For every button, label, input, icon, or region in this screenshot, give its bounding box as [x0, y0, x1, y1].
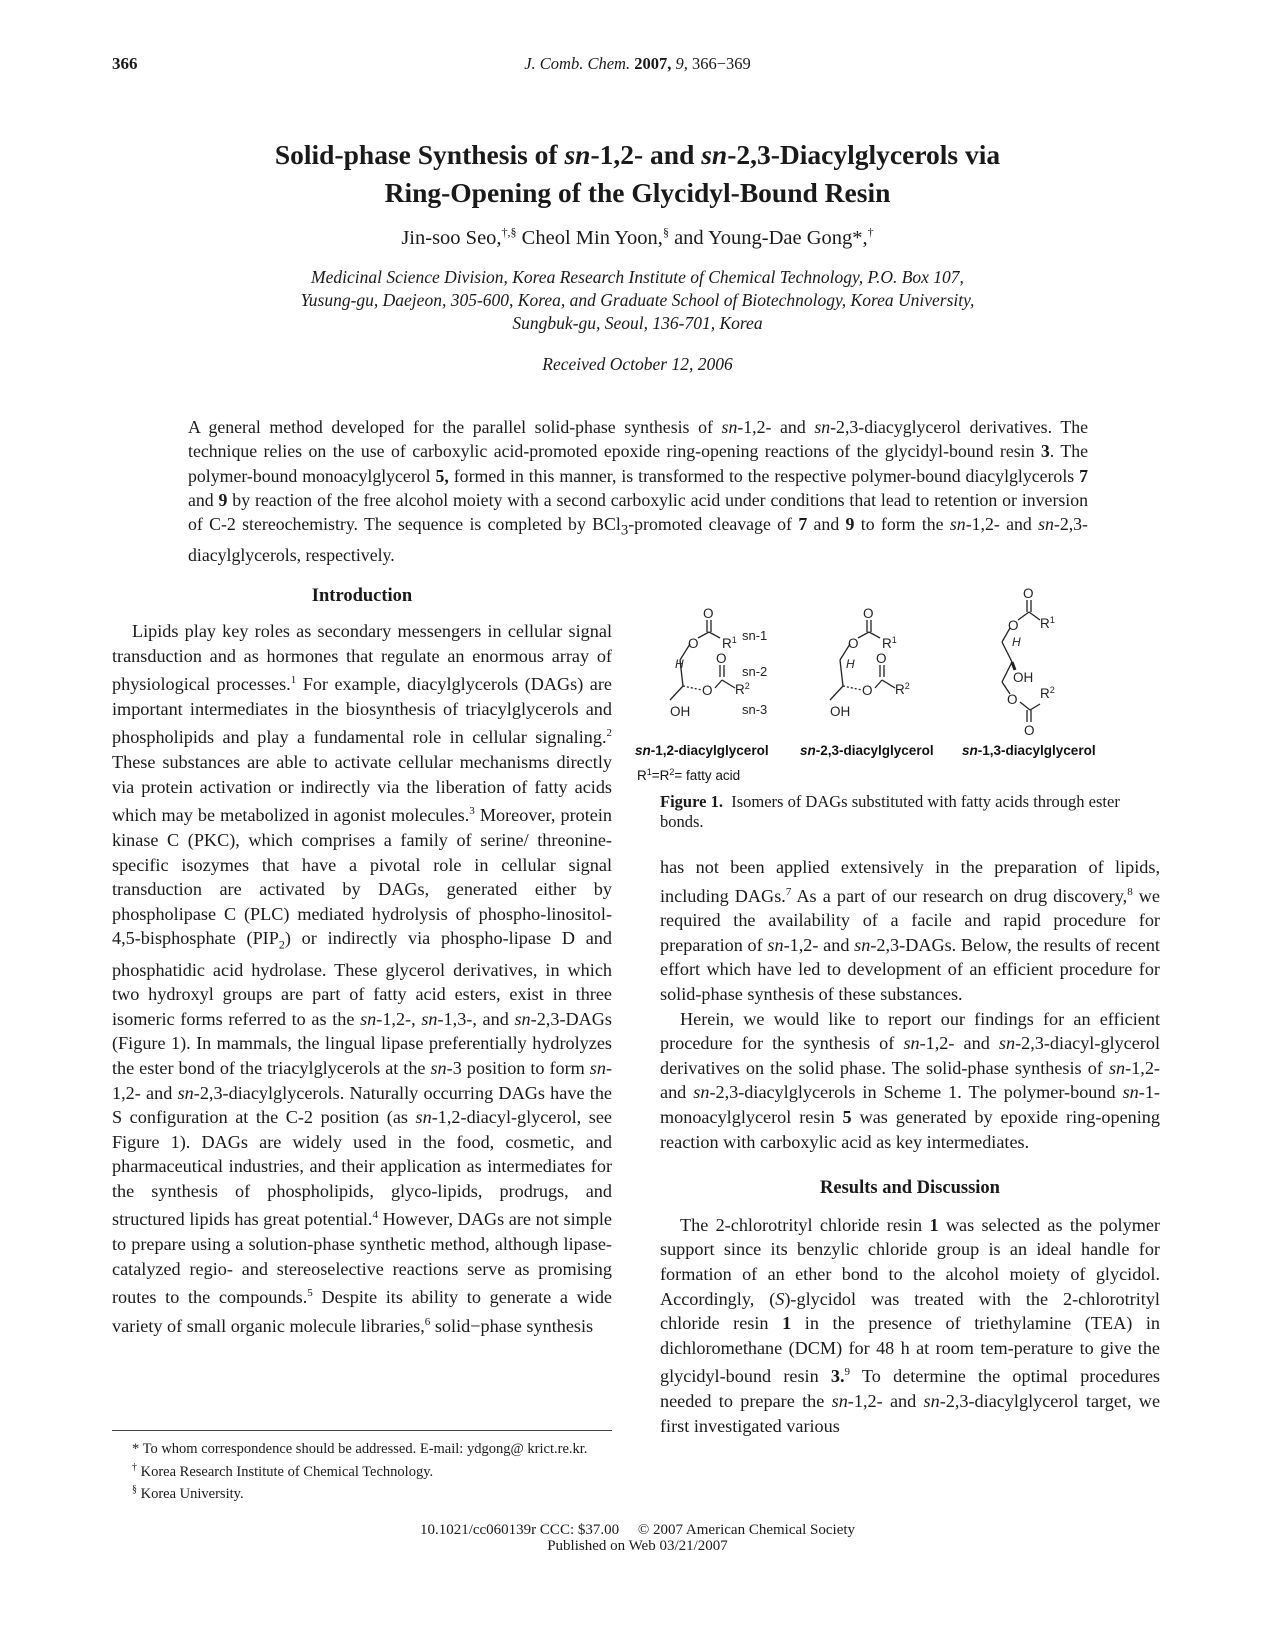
title-part: Solid-phase Synthesis of	[274, 139, 565, 170]
text: -2,3-diacylglycerols, respectively.	[188, 514, 1088, 566]
affiliation-line: Medicinal Science Division, Korea Research Institute of Chemical Technology, P.O. Box 107,	[311, 267, 964, 287]
author-mark: §	[662, 225, 669, 239]
sn: sn	[360, 1008, 377, 1029]
text: formed in this manner, is transformed to the respective polymer-bound diacylglycerols	[448, 465, 1080, 486]
sn: sn	[767, 934, 784, 955]
atom-o: O	[1008, 618, 1019, 633]
text: -3 position to form	[446, 1057, 590, 1078]
atom-h: H	[846, 657, 855, 671]
sn: sn	[800, 743, 816, 758]
reference: 2	[606, 727, 612, 740]
label-sn1: sn-1	[742, 628, 768, 643]
reference: 9	[844, 1366, 851, 1379]
sn: sn	[903, 1033, 920, 1054]
author: Jin-soo Seo,	[401, 226, 502, 249]
atom-o: O	[1007, 692, 1018, 707]
text: Korea Research Institute of Chemical Technology.	[137, 1463, 434, 1480]
title-sn: sn	[564, 139, 591, 170]
text: was generated by epoxide ring-opening reaction with carboxylic acid as key intermediates.	[660, 1107, 1160, 1152]
structure-atom-labels	[670, 586, 1055, 738]
footnote-rule	[112, 1430, 612, 1431]
affiliation-line: Yusung-gu, Daejeon, 305-600, Korea, and Graduate School of Biotechnology, Korea University,	[300, 290, 975, 310]
sn: sn	[514, 1008, 531, 1029]
name-rest: -1,3-diacylglycerol	[977, 743, 1096, 758]
text: has not been applied extensively in the preparation of lipids, including DAGs.	[660, 857, 1160, 906]
text: Herein, we would like to report our findings for an efficient procedure for the synthesis of	[660, 1008, 1160, 1054]
atom-o: O	[1024, 723, 1035, 738]
text: -1,3-, and	[437, 1008, 515, 1029]
atom-oh: OH	[830, 704, 851, 719]
footnotes	[112, 1440, 612, 1503]
introduction-section	[112, 586, 612, 1339]
subscript: 2	[278, 937, 285, 952]
atom-h: H	[675, 657, 684, 671]
note-text: = fatty acid	[674, 768, 741, 783]
text: -1-monoacylglycerol resin	[660, 1082, 1160, 1127]
doi-copyright: 10.1021/cc060139r CCC: $37.00 © 2007 American Chemical Society	[419, 1522, 856, 1538]
reference: 7	[785, 885, 792, 898]
footnote-mark: †	[132, 1461, 137, 1473]
text: -2,3-DAGs. Below, the results of recent effort which have led to development of an efficient procedure for solid-phase synthesis of these substances.	[660, 934, 1160, 1005]
atom-oh: OH	[670, 704, 691, 719]
introduction-heading: Introduction	[311, 586, 413, 606]
compound-number: 9	[845, 514, 855, 535]
text: -1,2-diacyl-glycerol, see Figure 1). DAGs are widely used in the food, cosmetic, and pharmaceutical industries, and their application as intermediates for the synthesis of phospholipids, glyco-lipids, prodrugs, and structured lipids has great potential.	[112, 1107, 612, 1230]
sn: sn	[962, 743, 978, 758]
compound-number: 1	[782, 1313, 792, 1334]
sn: sn	[177, 1082, 194, 1103]
text: -2,3-diacylglycerols. Naturally occurring DAGs have the S configuration at the C-2 position (as	[112, 1082, 612, 1128]
text: For example, diacylglycerols (DAGs) are important intermediates in the biosynthesis of triacylglycerols and phospholipids and play a fundamental role in cellular signaling.	[112, 674, 612, 748]
figure-1-structures	[635, 586, 1160, 820]
sn: sn	[1108, 1057, 1126, 1078]
r-symbol: R	[1040, 686, 1050, 701]
sn: sn	[923, 1391, 940, 1411]
abstract	[188, 415, 1088, 567]
text: -1,2- and	[965, 514, 1039, 535]
text: . The polymer-bound monoacylglycerol	[188, 441, 1088, 486]
text: we required the availability of a facile and rapid procedure for preparation of	[660, 885, 1160, 955]
stereo-descriptor: S	[775, 1288, 785, 1309]
compound-number: 7	[798, 514, 808, 535]
atom-oh: OH	[1013, 670, 1034, 685]
text: solid−phase synthesis	[430, 1316, 594, 1337]
text: -1,2- and	[919, 1033, 999, 1054]
sn: sn	[421, 1008, 438, 1029]
journal-year: 2007,	[634, 54, 672, 73]
received-date: Received October 12, 2006	[542, 354, 733, 374]
atom-o: O	[688, 636, 699, 651]
sn: sn	[635, 743, 651, 758]
text: to form the	[854, 514, 950, 535]
paragraph	[660, 1213, 1160, 1438]
reference: 6	[424, 1315, 431, 1328]
text: in the presence of triethylamine (TEA) in dichloromethane (DCM) for 48 h at room tem-perature to give the glycidyl-bound resin	[660, 1313, 1160, 1387]
abstract-text	[188, 415, 1088, 567]
text: Korea University.	[137, 1485, 244, 1502]
caption-text: Isomers of DAGs substituted with fatty acids through ester bonds.	[660, 792, 1120, 831]
journal-volume: 9,	[675, 54, 688, 73]
atom-o: O	[862, 683, 873, 698]
author-mark: †	[867, 225, 874, 239]
mol3-name	[962, 743, 1096, 758]
sn: sn	[1122, 1082, 1139, 1103]
compound-number: 1	[929, 1214, 939, 1235]
label-sn3: sn-3	[742, 702, 768, 717]
r-symbol: R	[735, 682, 745, 697]
title-part: -1,2- and	[590, 139, 702, 170]
reference: 5	[307, 1287, 313, 1300]
text: The 2-chlorotrityl chloride resin	[680, 1214, 930, 1235]
title-part: -2,3-Diacylglycerols via	[727, 139, 1001, 170]
footnote	[112, 1459, 612, 1481]
sn: sn	[949, 514, 966, 535]
footnote-mark: §	[132, 1483, 137, 1495]
sn: sn	[1038, 514, 1054, 535]
r-index: 1	[731, 635, 737, 645]
figure-1-caption	[660, 792, 1160, 832]
text: -1,2- and	[783, 934, 855, 955]
compound-number: 3	[1040, 441, 1050, 462]
atom-h: H	[1012, 635, 1021, 649]
footnote	[112, 1481, 612, 1503]
compound-number: 9	[218, 489, 228, 510]
sn: sn	[721, 417, 738, 437]
text: and	[188, 489, 219, 510]
name-rest: -1,2-diacylglycerol	[650, 743, 769, 758]
text: A general method developed for the parallel solid-phase synthesis of	[188, 417, 722, 437]
footnote: * To whom correspondence should be addressed. E-mail: ydgong@ krict.re.kr.	[132, 1441, 588, 1457]
text: -1,2-,	[376, 1008, 422, 1029]
atom-o: O	[716, 651, 727, 666]
results-heading: Results and Discussion	[820, 1178, 1000, 1199]
sn: sn	[831, 1391, 848, 1411]
r-symbol: R	[1040, 616, 1050, 631]
text: -2,3-diacylglycerol target, we first investigated various	[660, 1391, 1161, 1436]
text: These substances are able to activate cellular mechanisms directly via protein activation or indirectly via the liberation of fatty acids which may be metabolized in agonist molecules.	[112, 752, 612, 826]
atom-o: O	[1023, 586, 1034, 601]
subscript: 3	[620, 522, 629, 539]
r-index: 2	[904, 681, 910, 691]
sn: sn	[415, 1107, 432, 1128]
text: -2,3-diacyglycerol derivatives. The technique relies on the use of carboxylic acid-promoted epoxide ring-opening reactions of the glycidyl-bound resin	[188, 417, 1088, 462]
text: As a part of our research on drug discovery,	[791, 885, 1128, 906]
journal-citation	[0, 54, 1275, 74]
text: -1,2- and	[737, 417, 815, 437]
author-mark: †,§	[501, 225, 517, 239]
r-index: 2	[1049, 685, 1055, 695]
affiliation-line: Sungbuk-gu, Seoul, 136-701, Korea	[512, 313, 763, 333]
mol2-name	[800, 743, 934, 758]
mol1-name	[635, 743, 769, 758]
atom-r	[722, 635, 737, 651]
r-index: 1	[646, 767, 652, 777]
r-index: 1	[891, 635, 897, 645]
introduction-body	[112, 619, 612, 1339]
text: Despite its ability to generate a wide variety of small organic molecule libraries,	[112, 1287, 612, 1337]
text: and	[807, 514, 846, 535]
text: To determine the optimal procedures needed to prepare the	[660, 1366, 1160, 1411]
publication-date: Published on Web 03/21/2007	[547, 1538, 728, 1554]
text: by reaction of the free alcohol moiety with a second carboxylic acid under conditions that lead to retention or inversion of C-2 stereochemistry. The sequence is completed by BCl	[188, 489, 1089, 535]
author: Cheol Min Yoon,	[516, 226, 663, 249]
paragraph	[112, 619, 612, 1339]
structure-names	[635, 743, 1096, 758]
compound-number: 7	[1079, 465, 1088, 486]
reference: 3	[469, 805, 475, 818]
article-title	[160, 136, 1115, 212]
journal-pages: 366−369	[691, 54, 751, 73]
page-number: 366	[112, 54, 138, 73]
sn: sn	[854, 934, 871, 955]
atom-o: O	[702, 683, 713, 698]
sn: sn	[693, 1082, 710, 1103]
atom-o: O	[848, 636, 859, 651]
r-symbol: R	[895, 682, 905, 697]
text: -promoted cleavage of	[628, 514, 799, 535]
atom-r	[1040, 615, 1055, 631]
sn: sn	[814, 417, 831, 437]
atom-o: O	[876, 651, 887, 666]
text: Lipids play key roles as secondary messengers in cellular signal transduction and as hormones that regulate an enormous array of physiological processes.	[112, 621, 612, 695]
r-symbol: R	[637, 768, 647, 783]
atom-o: O	[703, 606, 714, 621]
text: Moreover, protein kinase C (PKC), which comprises a family of serine/ threonine-specific isozymes that have a pivotal role in cellular signal transduction are activated by DAGs, generated either by phospholipase C (PLC) mediated hydrolysis of phospho-linositol-4,5-bisphosphate (PIP	[112, 805, 612, 949]
text: was selected as the polymer support since its benzylic chloride group is an ideal handle for formation of an ether bond to the alcohol moiety of glycidol. Accordingly, (	[660, 1214, 1160, 1309]
sn: sn	[430, 1057, 447, 1078]
title-sn: sn	[701, 139, 728, 170]
text: -2,3-DAGs (Figure 1). In mammals, the lingual lipase preferentially hydrolyzes the ester bond of the triacylglycerols at the	[112, 1008, 612, 1078]
atom-r	[895, 681, 910, 697]
title-line2: Ring-Opening of the Glycidyl-Bound Resin	[384, 177, 891, 208]
note-text: =R	[651, 768, 670, 783]
authors	[0, 225, 1275, 250]
text: However, DAGs are not simple to prepare using a solution-phase synthetic method, although lipase-catalyzed regio- and stereoselective reactions serve as promising routes to the compounds.	[112, 1209, 612, 1308]
reference: 1	[290, 674, 297, 687]
text: -1,2- and	[660, 1057, 1160, 1103]
r-index: 2	[744, 681, 750, 691]
text: -1,2- and	[112, 1057, 613, 1103]
text: -2,3-diacylglycerols in Scheme 1. The polymer-bound	[709, 1082, 1123, 1103]
fatty-acid-note	[637, 767, 740, 783]
name-rest: -2,3-diacylglycerol	[815, 743, 934, 758]
text: -2,3-diacyl-glycerol derivatives on the solid phase. The solid-phase synthesis of	[660, 1033, 1161, 1078]
page-footer	[0, 1522, 1275, 1554]
author: and Young-Dae Gong*,	[668, 226, 868, 249]
sn: sn	[589, 1057, 606, 1078]
compound-number: 5	[842, 1107, 852, 1127]
atom-r	[735, 681, 750, 697]
compound-number: 5,	[435, 465, 449, 486]
r-index: 2	[669, 767, 675, 777]
text: ) or indirectly via phospho-lipase D and phosphatidic acid hydrolase. These glycerol derivatives, in which two hydroxyl groups are part of fatty acid esters, exist in three isomeric forms referred to as the	[112, 928, 612, 1029]
r-index: 1	[1049, 615, 1055, 625]
r-symbol: R	[722, 636, 732, 651]
journal-abbrev: J. Comb. Chem.	[524, 54, 631, 73]
reference: 8	[1127, 885, 1133, 898]
right-column-body	[660, 855, 1160, 1438]
atom-r	[1040, 685, 1055, 701]
atom-r	[882, 635, 897, 651]
affiliations	[150, 266, 1125, 335]
paragraph	[660, 855, 1160, 1007]
compound-number: 3.	[830, 1366, 845, 1387]
label-sn2: sn-2	[742, 664, 768, 679]
text: )-glycidol was treated with the 2-chlorotrityl chloride resin	[660, 1288, 1160, 1334]
atom-o: O	[863, 606, 874, 621]
r-symbol: R	[882, 636, 892, 651]
caption-label: Figure 1.	[660, 792, 723, 811]
paragraph	[660, 1007, 1160, 1155]
reference: 4	[372, 1209, 378, 1222]
sn: sn	[998, 1033, 1016, 1054]
text: -1,2- and	[847, 1391, 924, 1411]
